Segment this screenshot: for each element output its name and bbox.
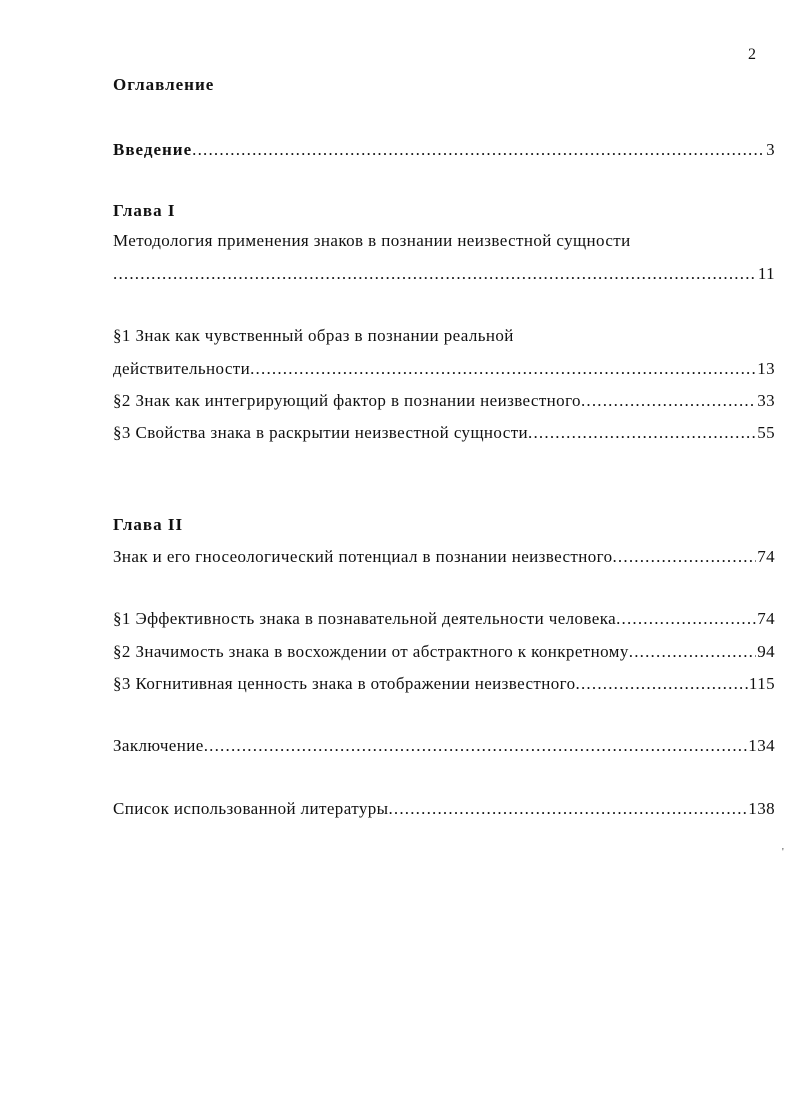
stray-mark: ' [782,847,784,858]
chapter-1-section-1-label-line1[interactable]: §1 Знак как чувственный образ в познании реальной [113,326,514,345]
toc-entry-page: 138 [748,799,775,818]
toc-entry-chapter-2-section-2[interactable] [113,640,775,664]
toc-entry-chapter-1-section-1[interactable] [113,357,775,381]
leader-dots [629,640,756,664]
toc-entry-page: 94 [757,642,775,661]
toc-entry-conclusion[interactable] [113,734,775,758]
leader-dots [250,357,756,381]
toc-entry-introduction[interactable] [113,138,775,162]
toc-entry-label: §3 Свойства знака в раскрытии неизвестной сущности [113,423,529,442]
toc-entry-page: 3 [766,140,775,159]
page-number: 2 [748,46,756,63]
toc-entry-page: 33 [757,391,775,410]
chapter-1-title[interactable]: Методология применения знаков в познании неизвестной сущности [113,231,631,250]
leader-dots [388,797,747,821]
leader-dots [612,545,756,569]
chapter-1-label: Глава I [113,201,176,220]
leader-dots [204,734,748,758]
toc-entry-chapter-2-title[interactable] [113,545,775,569]
leader-dots [528,421,756,445]
toc-entry-label: действительности [113,359,251,378]
toc-entry-page: 11 [757,264,775,283]
leader-dots [113,262,757,286]
toc-entry-page: 115 [748,674,775,693]
toc-entry-page: 13 [757,359,775,378]
toc-entry-label: §3 Когнитивная ценность знака в отображении неизвестного [113,674,576,693]
toc-entry-label: Введение [113,140,193,159]
toc-entry-chapter-1-section-3[interactable] [113,421,775,445]
toc-entry-label: Знак и его гносеологический потенциал в познании неизвестного [113,547,613,566]
toc-title: Оглавление [113,75,215,94]
toc-entry-label: §2 Знак как интегрирующий фактор в познании неизвестного [113,391,581,410]
toc-entry-page: 55 [757,423,775,442]
toc-entry-label: §2 Значимость знака в восхождении от абстрактного к конкретному [113,642,629,661]
toc-entry-chapter-1-section-2[interactable] [113,389,775,413]
toc-entry-page: 134 [748,736,775,755]
toc-entry-chapter-2-section-1[interactable] [113,607,775,631]
toc-entry-label: Список использованной литературы [113,799,389,818]
leader-dots [576,672,748,696]
leader-dots [192,138,765,162]
toc-entry-page: 74 [757,547,775,566]
toc-entry-label: §1 Эффективность знака в познавательной деятельности человека [113,609,617,628]
toc-entry-page: 74 [757,609,775,628]
toc-entry-chapter-2-section-3[interactable] [113,672,775,696]
toc-entry-label: Заключение [113,736,204,755]
leader-dots [616,607,756,631]
leader-dots [581,389,756,413]
toc-entry-bibliography[interactable] [113,797,775,821]
chapter-1-title-page-line[interactable] [113,262,775,286]
chapter-2-label: Глава II [113,515,184,534]
